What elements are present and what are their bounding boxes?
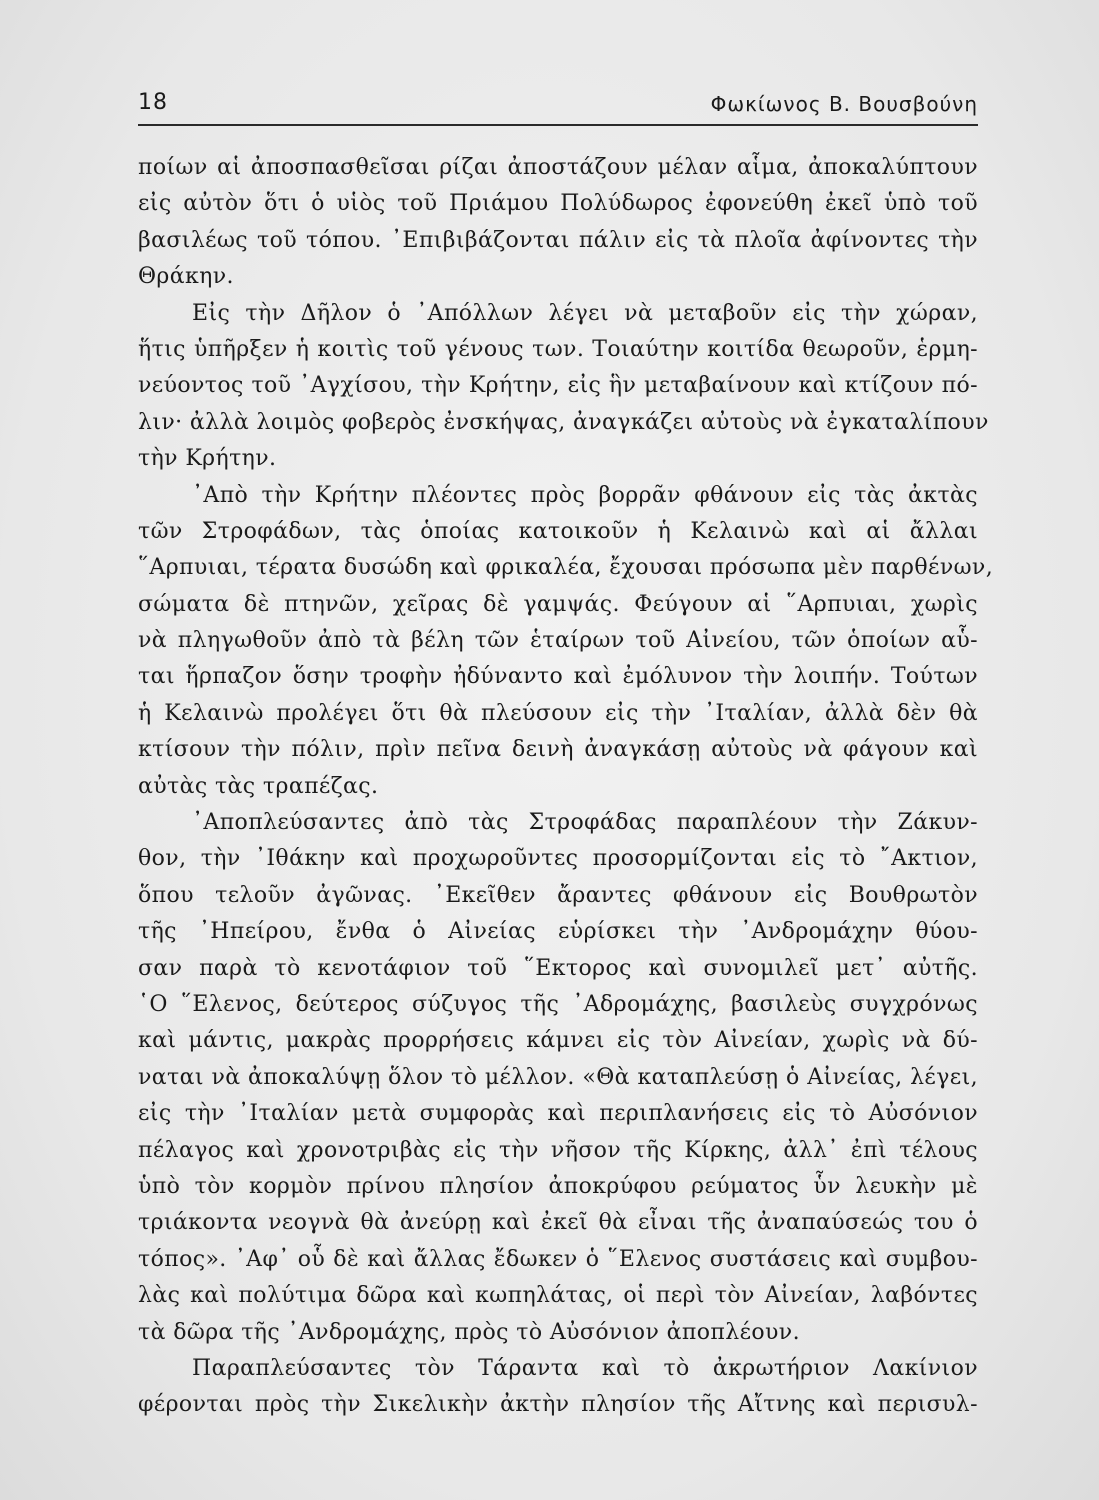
text-line: ἡ Κελαινὼ προλέγει ὅτι θὰ πλεύσουν εἰς τὴν ᾿Ιταλίαν, ἀλλὰ δὲν θὰ bbox=[138, 700, 978, 726]
text-line: σαν παρὰ τὸ κενοτάφιον τοῦ ῞Εκτορος καὶ συνομιλεῖ μετ᾿ αὐτῆς. bbox=[138, 955, 978, 981]
text-line: Θράκην. bbox=[138, 264, 234, 290]
text-line: ἥτις ὑπῆρξεν ἡ κοιτὶς τοῦ γένους των. Τοιαύτην κοιτίδα θεωροῦν, ἑρμη- bbox=[138, 336, 978, 362]
text-line: λὰς καὶ πολύτιμα δῶρα καὶ κωπηλάτας, οἱ περὶ τὸν Αἰνείαν, λαβόντες bbox=[138, 1283, 978, 1309]
text-line: ὑπὸ τὸν κορμὸν πρίνου πλησίον ἀποκρύφου ρεύματος ὗν λευκὴν μὲ bbox=[138, 1173, 978, 1199]
text-line: ὅπου τελοῦν ἀγῶνας. ᾿Εκεῖθεν ἄραντες φθάνουν εἰς Βουθρωτὸν bbox=[138, 882, 978, 908]
page-header bbox=[138, 86, 978, 120]
text-line: κτίσουν τὴν πόλιν, πρὶν πεῖνα δεινὴ ἀναγκάσῃ αὐτοὺς νὰ φάγουν καὶ bbox=[138, 737, 978, 763]
text-line: τὴν Κρήτην. bbox=[138, 446, 277, 472]
body-text bbox=[138, 150, 994, 1424]
running-head: Φωκίωνος Β. Βουσβούνη bbox=[710, 92, 978, 116]
text-line: καὶ μάντις, μακρὰς προρρήσεις κάμνει εἰς τὸν Αἰνείαν, χωρὶς νὰ δύ- bbox=[138, 1028, 978, 1054]
text-line: θον, τὴν ᾿Ιθάκην καὶ προχωροῦντες προσορμίζονται εἰς τὸ ῎Ακτιον, bbox=[138, 846, 978, 872]
text-line: ᾿Απὸ τὴν Κρήτην πλέοντες πρὸς βορρᾶν φθάνουν εἰς τὰς ἀκτὰς bbox=[192, 482, 978, 508]
text-line: αὐτὰς τὰς τραπέζας. bbox=[138, 773, 379, 799]
text-line: πέλαγος καὶ χρονοτριβὰς εἰς τὴν νῆσον τῆς Κίρκης, ἀλλ᾿ ἐπὶ τέλους bbox=[138, 1137, 978, 1163]
text-line: νεύοντος τοῦ ᾿Αγχίσου, τὴν Κρήτην, εἰς ἣν μεταβαίνουν καὶ κτίζουν πό- bbox=[138, 373, 978, 399]
text-line: ναται νὰ ἀποκαλύψῃ ὅλον τὸ μέλλον. «Θὰ καταπλεύσῃ ὁ Αἰνείας, λέγει, bbox=[138, 1064, 978, 1090]
text-line: ῞Αρπυιαι, τέρατα δυσώδη καὶ φρικαλέα, ἔχουσαι πρόσωπα μὲν παρθένων, bbox=[138, 555, 994, 581]
page-number: 18 bbox=[138, 90, 168, 115]
text-line: λιν· ἀλλὰ λοιμὸς φοβερὸς ἐνσκήψας, ἀναγκάζει αὐτοὺς νὰ ἐγκαταλίπουν bbox=[138, 409, 989, 435]
text-line: ῾Ο ῞Ελενος, δεύτερος σύζυγος τῆς ᾿Αδρομάχης, βασιλεὺς συγχρόνως bbox=[138, 991, 978, 1017]
text-line: Εἰς τὴν Δῆλον ὁ ᾿Απόλλων λέγει νὰ μεταβοῦν εἰς τὴν χώραν, bbox=[192, 300, 978, 326]
text-line: τόπος». ᾿Αφ᾿ οὗ δὲ καὶ ἄλλας ἔδωκεν ὁ ῞Ελενος συστάσεις καὶ συμβου- bbox=[138, 1246, 978, 1272]
text-line: σώματα δὲ πτηνῶν, χεῖρας δὲ γαμψάς. Φεύγουν αἱ ῞Αρπυιαι, χωρὶς bbox=[138, 591, 978, 617]
text-line: τὰ δῶρα τῆς ᾿Ανδρομάχης, πρὸς τὸ Αὐσόνιον ἀποπλέουν. bbox=[138, 1319, 800, 1345]
text-line: ται ἥρπαζον ὅσην τροφὴν ἠδύναντο καὶ ἐμόλυνον τὴν λοιπήν. Τούτων bbox=[138, 664, 978, 690]
text-line: τῶν Στροφάδων, τὰς ὁποίας κατοικοῦν ἡ Κελαινὼ καὶ αἱ ἄλλαι bbox=[138, 518, 978, 544]
header-rule bbox=[138, 124, 978, 126]
text-line: ᾿Αποπλεύσαντες ἀπὸ τὰς Στροφάδας παραπλέουν τὴν Ζάκυν- bbox=[192, 810, 978, 836]
text-line: τριάκοντα νεογνὰ θὰ ἀνεύρῃ καὶ ἐκεῖ θὰ εἶναι τῆς ἀναπαύσεώς του ὁ bbox=[138, 1210, 978, 1236]
text-line: Παραπλεύσαντες τὸν Τάραντα καὶ τὸ ἀκρωτήριον Λακίνιον bbox=[192, 1355, 978, 1381]
text-line: τῆς ᾿Ηπείρου, ἔνθα ὁ Αἰνείας εὑρίσκει τὴν ᾿Ανδρομάχην θύου- bbox=[138, 919, 978, 945]
text-line: βασιλέως τοῦ τόπου. ᾿Επιβιβάζονται πάλιν εἰς τὰ πλοῖα ἀφίνοντες τὴν bbox=[138, 227, 978, 253]
text-line: φέρονται πρὸς τὴν Σικελικὴν ἀκτὴν πλησίον τῆς Αἴτνης καὶ περισυλ- bbox=[138, 1392, 978, 1418]
text-line: νὰ πληγωθοῦν ἀπὸ τὰ βέλη τῶν ἑταίρων τοῦ Αἰνείου, τῶν ὁποίων αὗ- bbox=[138, 628, 978, 654]
text-line: εἰς αὐτὸν ὅτι ὁ υἱὸς τοῦ Πριάμου Πολύδωρος ἐφονεύθη ἐκεῖ ὑπὸ τοῦ bbox=[138, 191, 978, 217]
text-line: ποίων αἱ ἀποσπασθεῖσαι ρίζαι ἀποστάζουν μέλαν αἷμα, ἀποκαλύπτουν bbox=[138, 155, 978, 180]
text-line: εἰς τὴν ᾿Ιταλίαν μετὰ συμφορὰς καὶ περιπλανήσεις εἰς τὸ Αὐσόνιον bbox=[138, 1101, 978, 1127]
